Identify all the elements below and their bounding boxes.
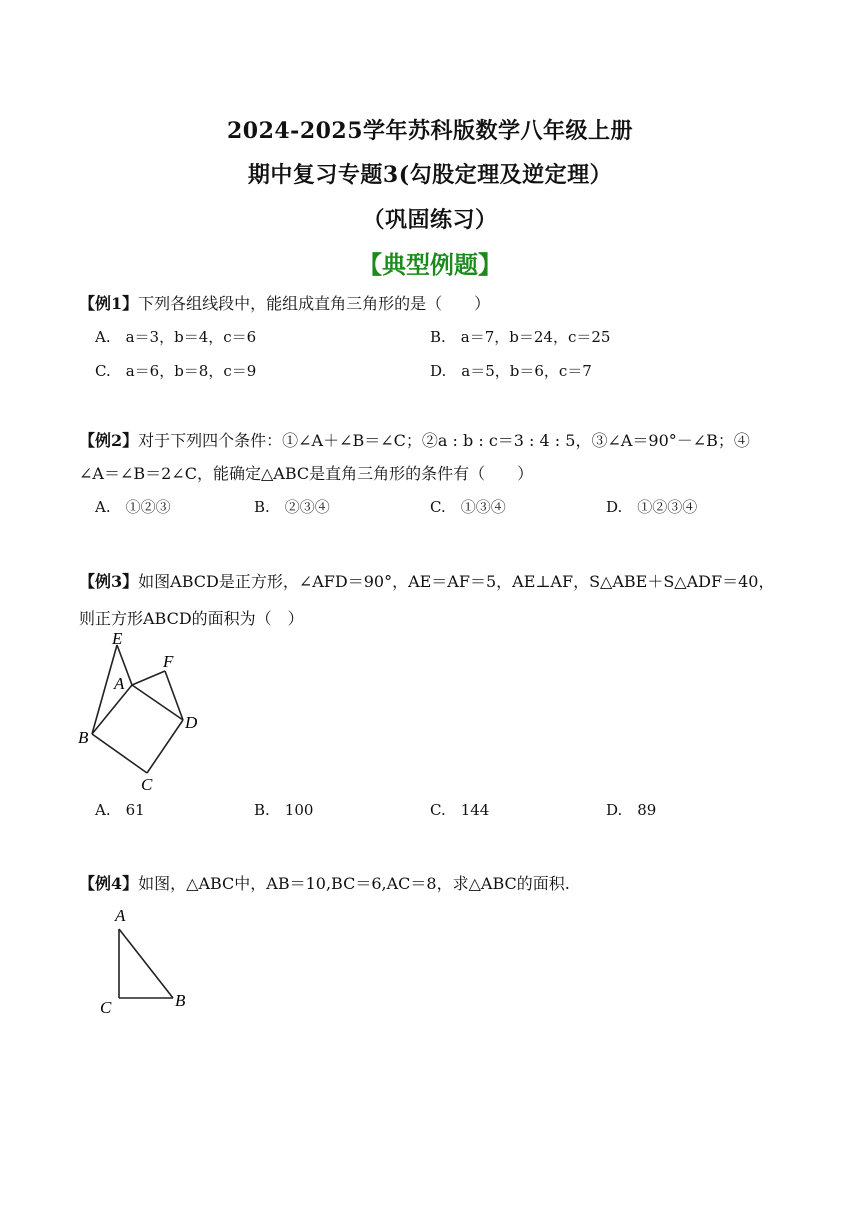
section-heading: 【典型例题】 [358, 250, 502, 279]
label-b: B [78, 728, 89, 747]
question-1-text: 下列各组线段中，能组成直角三角形的是（ ） [138, 294, 491, 313]
q1-option-d: D. a＝5，b＝6，c＝7 [430, 362, 592, 380]
label-c: C [100, 998, 112, 1017]
title-line-2: 期中复习专题3(勾股定理及逆定理） [247, 162, 613, 188]
question-3-text-2: 则正方形ABCD的面积为（ ） [79, 609, 304, 628]
q3-option-b: B. 100 [254, 801, 314, 819]
segment-ab [92, 685, 132, 734]
question-4 [79, 871, 570, 894]
label-b: B [175, 991, 186, 1010]
label-a: A [115, 906, 126, 925]
label-f: F [163, 652, 174, 671]
square-figure [70, 630, 220, 795]
q1-option-b: B. a＝7，b＝24，c＝25 [430, 328, 611, 346]
segment-af [132, 671, 165, 685]
q2-option-c: C. ①③④ [430, 498, 506, 516]
triangle-figure [90, 900, 200, 1020]
q2-option-b: B. ②③④ [254, 498, 330, 516]
segment-dc [147, 720, 183, 773]
question-2-tag: 【例2】 [79, 431, 139, 450]
q1-option-c: C. a＝6，b＝8，c＝9 [95, 362, 257, 380]
label-c: C [141, 775, 153, 794]
question-3 [79, 569, 774, 592]
question-3-tag: 【例3】 [79, 572, 139, 591]
q3-option-a: A. 61 [95, 801, 145, 819]
q3-option-d: D. 89 [606, 801, 657, 819]
question-4-tag: 【例4】 [79, 874, 139, 893]
title-line-3: （巩固练习） [362, 207, 498, 233]
q2-option-a: A. ①②③ [95, 498, 171, 516]
segment-ad [132, 685, 183, 720]
segment-ab [119, 929, 173, 998]
question-4-text: 如图，△ABC中，AB＝10,BC＝6,AC＝8，求△ABC的面积. [138, 874, 570, 893]
question-2 [79, 428, 750, 451]
label-e: E [112, 630, 123, 648]
label-a: A [114, 674, 125, 693]
label-d: D [185, 713, 198, 732]
title-line-1: 2024-2025学年苏科版数学八年级上册 [226, 118, 634, 144]
question-1 [79, 291, 490, 314]
question-3-text-1: 如图ABCD是正方形，∠AFD＝90°，AE＝AF＝5，AE⊥AF，S△ABE＋S△ADF＝40， [138, 572, 775, 591]
segment-bc [92, 734, 147, 773]
question-1-tag: 【例1】 [79, 294, 139, 313]
q2-option-d: D. ①②③④ [606, 498, 698, 516]
question-2-text-2: ∠A＝∠B＝2∠C，能确定△ABC是直角三角形的条件有（ ） [79, 464, 534, 483]
q1-option-a: A. a＝3，b＝4，c＝6 [95, 328, 257, 346]
segment-fd [165, 671, 183, 720]
q3-option-c: C. 144 [430, 801, 490, 819]
question-2-text-1: 对于下列四个条件：①∠A＋∠B＝∠C；②a : b : c＝3 : 4 : 5，③∠A＝90°－∠B；④ [138, 431, 750, 450]
